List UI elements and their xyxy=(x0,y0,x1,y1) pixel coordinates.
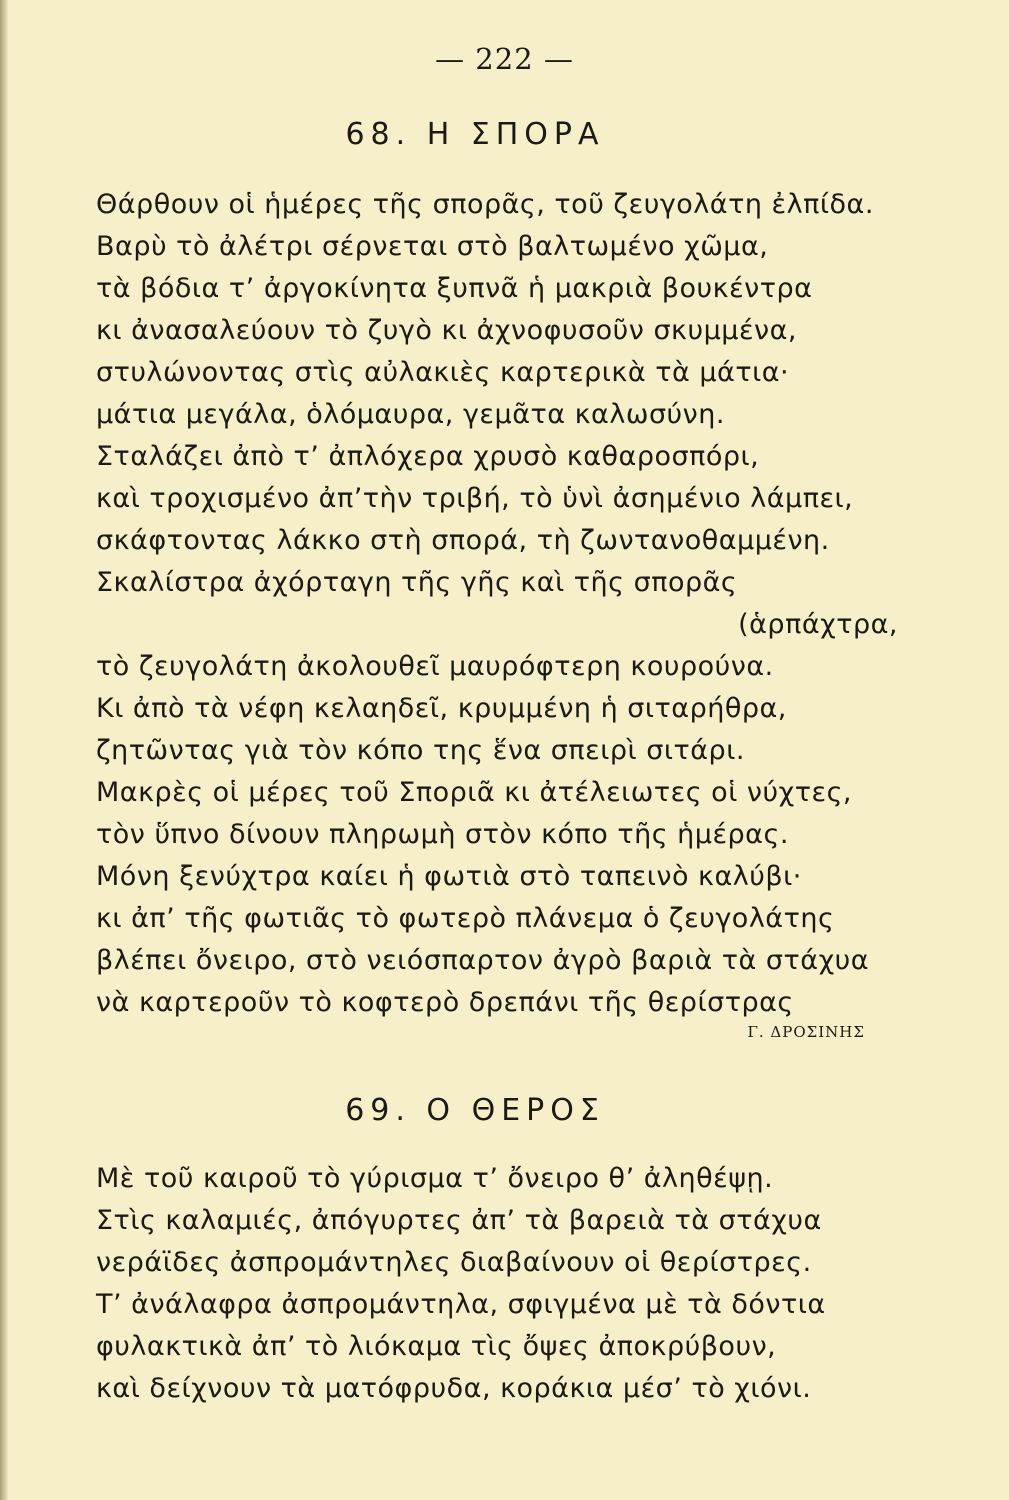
verse-line: φυλακτικὰ ἀπ’ τὸ λιόκαμα τὶς ὄψες ἀποκρύβουν, xyxy=(96,1331,777,1362)
verse-line: Τ’ ἀνάλαφρα ἀσπρομάντηλα, σφιγμένα μὲ τὰ δόντια xyxy=(96,1289,826,1320)
verse-line: Μόνη ξενύχτρα καίει ἡ φωτιὰ στὸ ταπεινὸ καλύβι· xyxy=(96,861,802,892)
verse-line: καὶ δείχνουν τὰ ματόφρυδα, κοράκια μέσ’ τὸ χιόνι. xyxy=(96,1373,812,1404)
verse-line: βλέπει ὄνειρο, στὸ νειόσπαρτον ἀγρὸ βαριὰ τὰ στάχυα xyxy=(96,945,870,976)
verse-line: στυλώνοντας στὶς αὐλακιὲς καρτερικὰ τὰ μάτια· xyxy=(96,357,790,388)
poem-title: 68. Η ΣΠΟΡΑ xyxy=(345,117,605,152)
verse-line: νεράϊδες ἀσπρομάντηλες διαβαίνουν οἱ θερίστρες. xyxy=(96,1247,812,1278)
verse-line: Στὶς καλαμιές, ἀπόγυρτες ἀπ’ τὰ βαρειὰ τὰ στάχυα xyxy=(96,1205,822,1236)
poem-title: 69. Ο ΘΕΡΟΣ xyxy=(345,1093,605,1128)
verse-line: τὸ ζευγολάτη ἀκολουθεῖ μαυρόφτερη κουρούνα. xyxy=(96,651,774,682)
verse-line: κι ἀνασαλεύουν τὸ ζυγὸ κι ἀχνοφυσοῦν σκυμμένα, xyxy=(96,315,798,346)
verse-line: κι ἀπ’ τῆς φωτιᾶς τὸ φωτερὸ πλάνεμα ὁ ζευγολάτης xyxy=(96,903,835,934)
verse-line: καὶ τροχισμένο ἀπ’τὴν τριβή, τὸ ὑνὶ ἀσημένιο λάμπει, xyxy=(96,483,854,514)
verse-line: Κι ἀπὸ τὰ νέφη κελαηδεῖ, κρυμμένη ἡ σιταρήθρα, xyxy=(96,693,787,724)
verse-line-continuation: (ἁρπάχτρα, xyxy=(738,609,898,640)
verse-line: Μακρὲς οἱ μέρες τοῦ Σποριᾶ κι ἀτέλειωτες οἱ νύχτες, xyxy=(96,777,853,808)
verse-line: σκάφτοντας λάκκο στὴ σπορά, τὴ ζωντανοθαμμένη. xyxy=(96,525,830,556)
verse-line: Μὲ τοῦ καιροῦ τὸ γύρισμα τ’ ὄνειρο θ’ ἀληθέψῃ. xyxy=(96,1163,774,1194)
verse-line: νὰ καρτεροῦν τὸ κοφτερὸ δρεπάνι τῆς θερίστρας xyxy=(96,987,794,1018)
page-edge xyxy=(0,0,8,1500)
verse-line: Σκαλίστρα ἀχόρταγη τῆς γῆς καὶ τῆς σπορᾶς xyxy=(96,567,738,598)
poem-author: Γ. ΔΡΟΣΙΝΗΣ xyxy=(747,1023,865,1041)
verse-line: Βαρὺ τὸ ἀλέτρι σέρνεται στὸ βαλτωμένο χῶμα, xyxy=(96,231,769,262)
verse-line: μάτια μεγάλα, ὁλόμαυρα, γεμᾶτα καλωσύνη. xyxy=(96,399,725,430)
verse-line: τὸν ὕπνο δίνουν πληρωμὴ στὸν κόπο τῆς ἡμέρας. xyxy=(96,819,789,850)
verse-line: ζητῶντας γιὰ τὸν κόπο της ἕνα σπειρὶ σιτάρι. xyxy=(96,735,745,766)
verse-line: Θάρθουν οἱ ἡμέρες τῆς σπορᾶς, τοῦ ζευγολάτη ἐλπίδα. xyxy=(96,189,874,220)
verse-line: τὰ βόδια τ’ ἀργοκίνητα ξυπνᾶ ἡ μακριὰ βουκέντρα xyxy=(96,273,813,304)
verse-line: Σταλάζει ἀπὸ τ’ ἀπλόχερα χρυσὸ καθαροσπόρι, xyxy=(96,441,760,472)
page-number: — 222 — xyxy=(435,42,574,76)
